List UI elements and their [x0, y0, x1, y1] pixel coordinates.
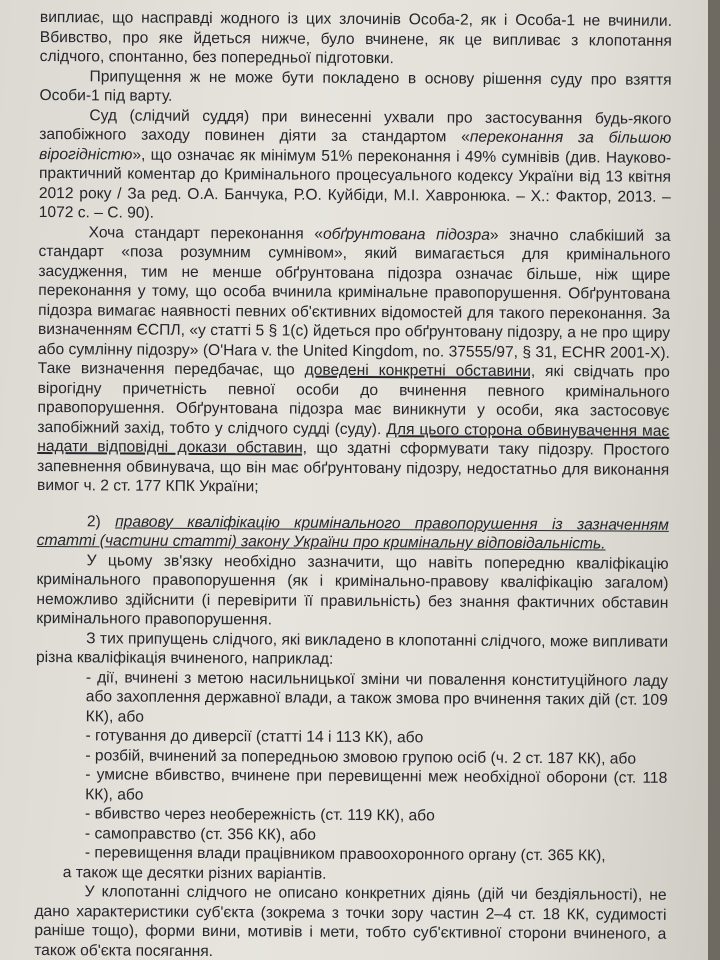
section-heading — [37, 511, 669, 554]
paragraph-3-text-a: Суд (слідчий суддя) при винесенні ухвали про застосування будь-якого запобіжного заходу повинен діяти за стандартом « — [39, 106, 672, 146]
paragraph-4-text-a: Хоча стандарт переконання « — [88, 223, 324, 243]
underlined-phrase-1: доведені конкретні обставини, — [304, 361, 536, 381]
paragraph-3-emphasis: переконання за більшою вірогідністю — [39, 128, 672, 164]
document-text — [34, 8, 672, 960]
paragraph-4-emphasis: обґрунтована підозра — [322, 225, 490, 244]
paragraph-4-text-c: » значно слабкіший за стандарт «поза розумним сумнівом», який вимагається для кримінального засудження, тим не менше обґрунтована підозра означає більше, ніж щире переконання у тому, що особа вчинила кримінальне правопорушення. Обґрунтована підозра вимагає наявності певних об'єктивних відомостей для такого переконання. За визначенням ЄСПЛ, «у статті 5 § 1(с) йдеться про обґрунтовану підозру, а не про щиру або сумлінну підозру» (O'Hara v. the United Kingdom, no. 37555/97, § 31, ECHR 2001-X). Таке визначення передбачає, що — [37, 226, 671, 379]
list-item: - готування до диверсії (статті 14 і 113 КК), або — [85, 727, 424, 747]
list-item: - вбивство через необережність (ст. 119 КК), або — [85, 805, 435, 825]
paragraph-7: а також ще десятки різних варіантів. — [62, 863, 327, 883]
paragraph-3-text-c: », що означає як мінімум 51% переконання і 49% сумнівів (див. Науково-практичний коментар до Кримінального процесуального кодексу України від 13 квітня 2012 року / За ред. О.А. Банчука, Р.О. Куйбіди, М.І. Хавронюка. – Х.: Фактор, 2013. – 1072 с. – С. 90). — [38, 146, 672, 222]
paragraph-3 — [39, 105, 672, 226]
section-heading-number: 2) — [86, 512, 116, 530]
paragraph-4 — [37, 222, 671, 499]
paragraph-5: У цьому зв'язку необхідно зазначити, що навіть попередню кваліфікацію кримінального правопорушення (як і кримінально-правову кваліфікацію загалом) неможливо здійснити (і перевірити її правильність) без знання фактичних обставин кримінального правопорушення. — [36, 551, 669, 629]
list-item: - умисне вбивство, вчинене при перевищенні меж необхідної оборони (ст. 118 КК), або — [85, 766, 668, 804]
paragraph-4-text-g: що здатні сформувати таку підозру. Простого запевнення обвинувача, що він має обґрунтовану підозру, недостатньо для виконання вимог ч. 2 ст. 177 КПК України; — [37, 439, 670, 496]
section-heading-text: правову кваліфікацію кримінального правопорушення із зазначенням статті (частини статті) закону України про кримінальну відповідальність. — [36, 512, 669, 553]
list-item: - розбій, вчинений за попередньою змовою групою осіб (ч. 2 ст. 187 КК), або — [85, 746, 637, 768]
list-item: - самоправство (ст. 356 КК), або — [84, 824, 317, 844]
list-item: - перевищення влади працівником правоохоронного органу (ст. 365 КК), — [84, 844, 606, 865]
paragraph-1: виплиає, що насправді жодного із цих злочинів Особа-2, як і Особа-1 не вчинили. Вбивство, про яке йдеться нижче, було вчинене, як це випливає з клопотання слідчого, спонтанно, без попередньої підготовки. — [39, 8, 672, 68]
paragraph-4-text-e: які свідчать про вірогідну причетність певної особи до вчинення певного кримінального правопорушення. Обґрунтована підозра має виникнути у особи, яка застосовує запобіжний захід, тобто у слідчого судді (суду). — [37, 363, 670, 438]
paragraph-8: У клопотанні слідчого не описано конкретних діянь (дій чи бездіяльності), не дано характеристики суб'єкта (зокрема з точки зору частин 2–4 ст. 18 КК, судимості раніше тощо), форми вини, мотивів і мети, тобто суб'єктивної сторони вчиненого, а також об'єкта посягання. — [34, 883, 667, 960]
underlined-phrase-2: Для цього сторона обвинувачення має надати відповідні докази обставин, — [37, 420, 670, 457]
paragraph-6: З тих припущень слідчого, які викладено в клопотанні слідчого, може випливати різна кваліфікація вчиненого, наприклад: — [35, 629, 669, 668]
list-item: - дії, вчинені з метою насильницької зміни чи повалення конституційного ладу або захоплення державної влади, а також змова про вчинення таких дій (ст. 109 КК), або — [85, 668, 668, 726]
paragraph-2: Припущення ж не може бути покладено в основу рішення суду про взяття Особи-1 під варту. — [39, 67, 672, 105]
